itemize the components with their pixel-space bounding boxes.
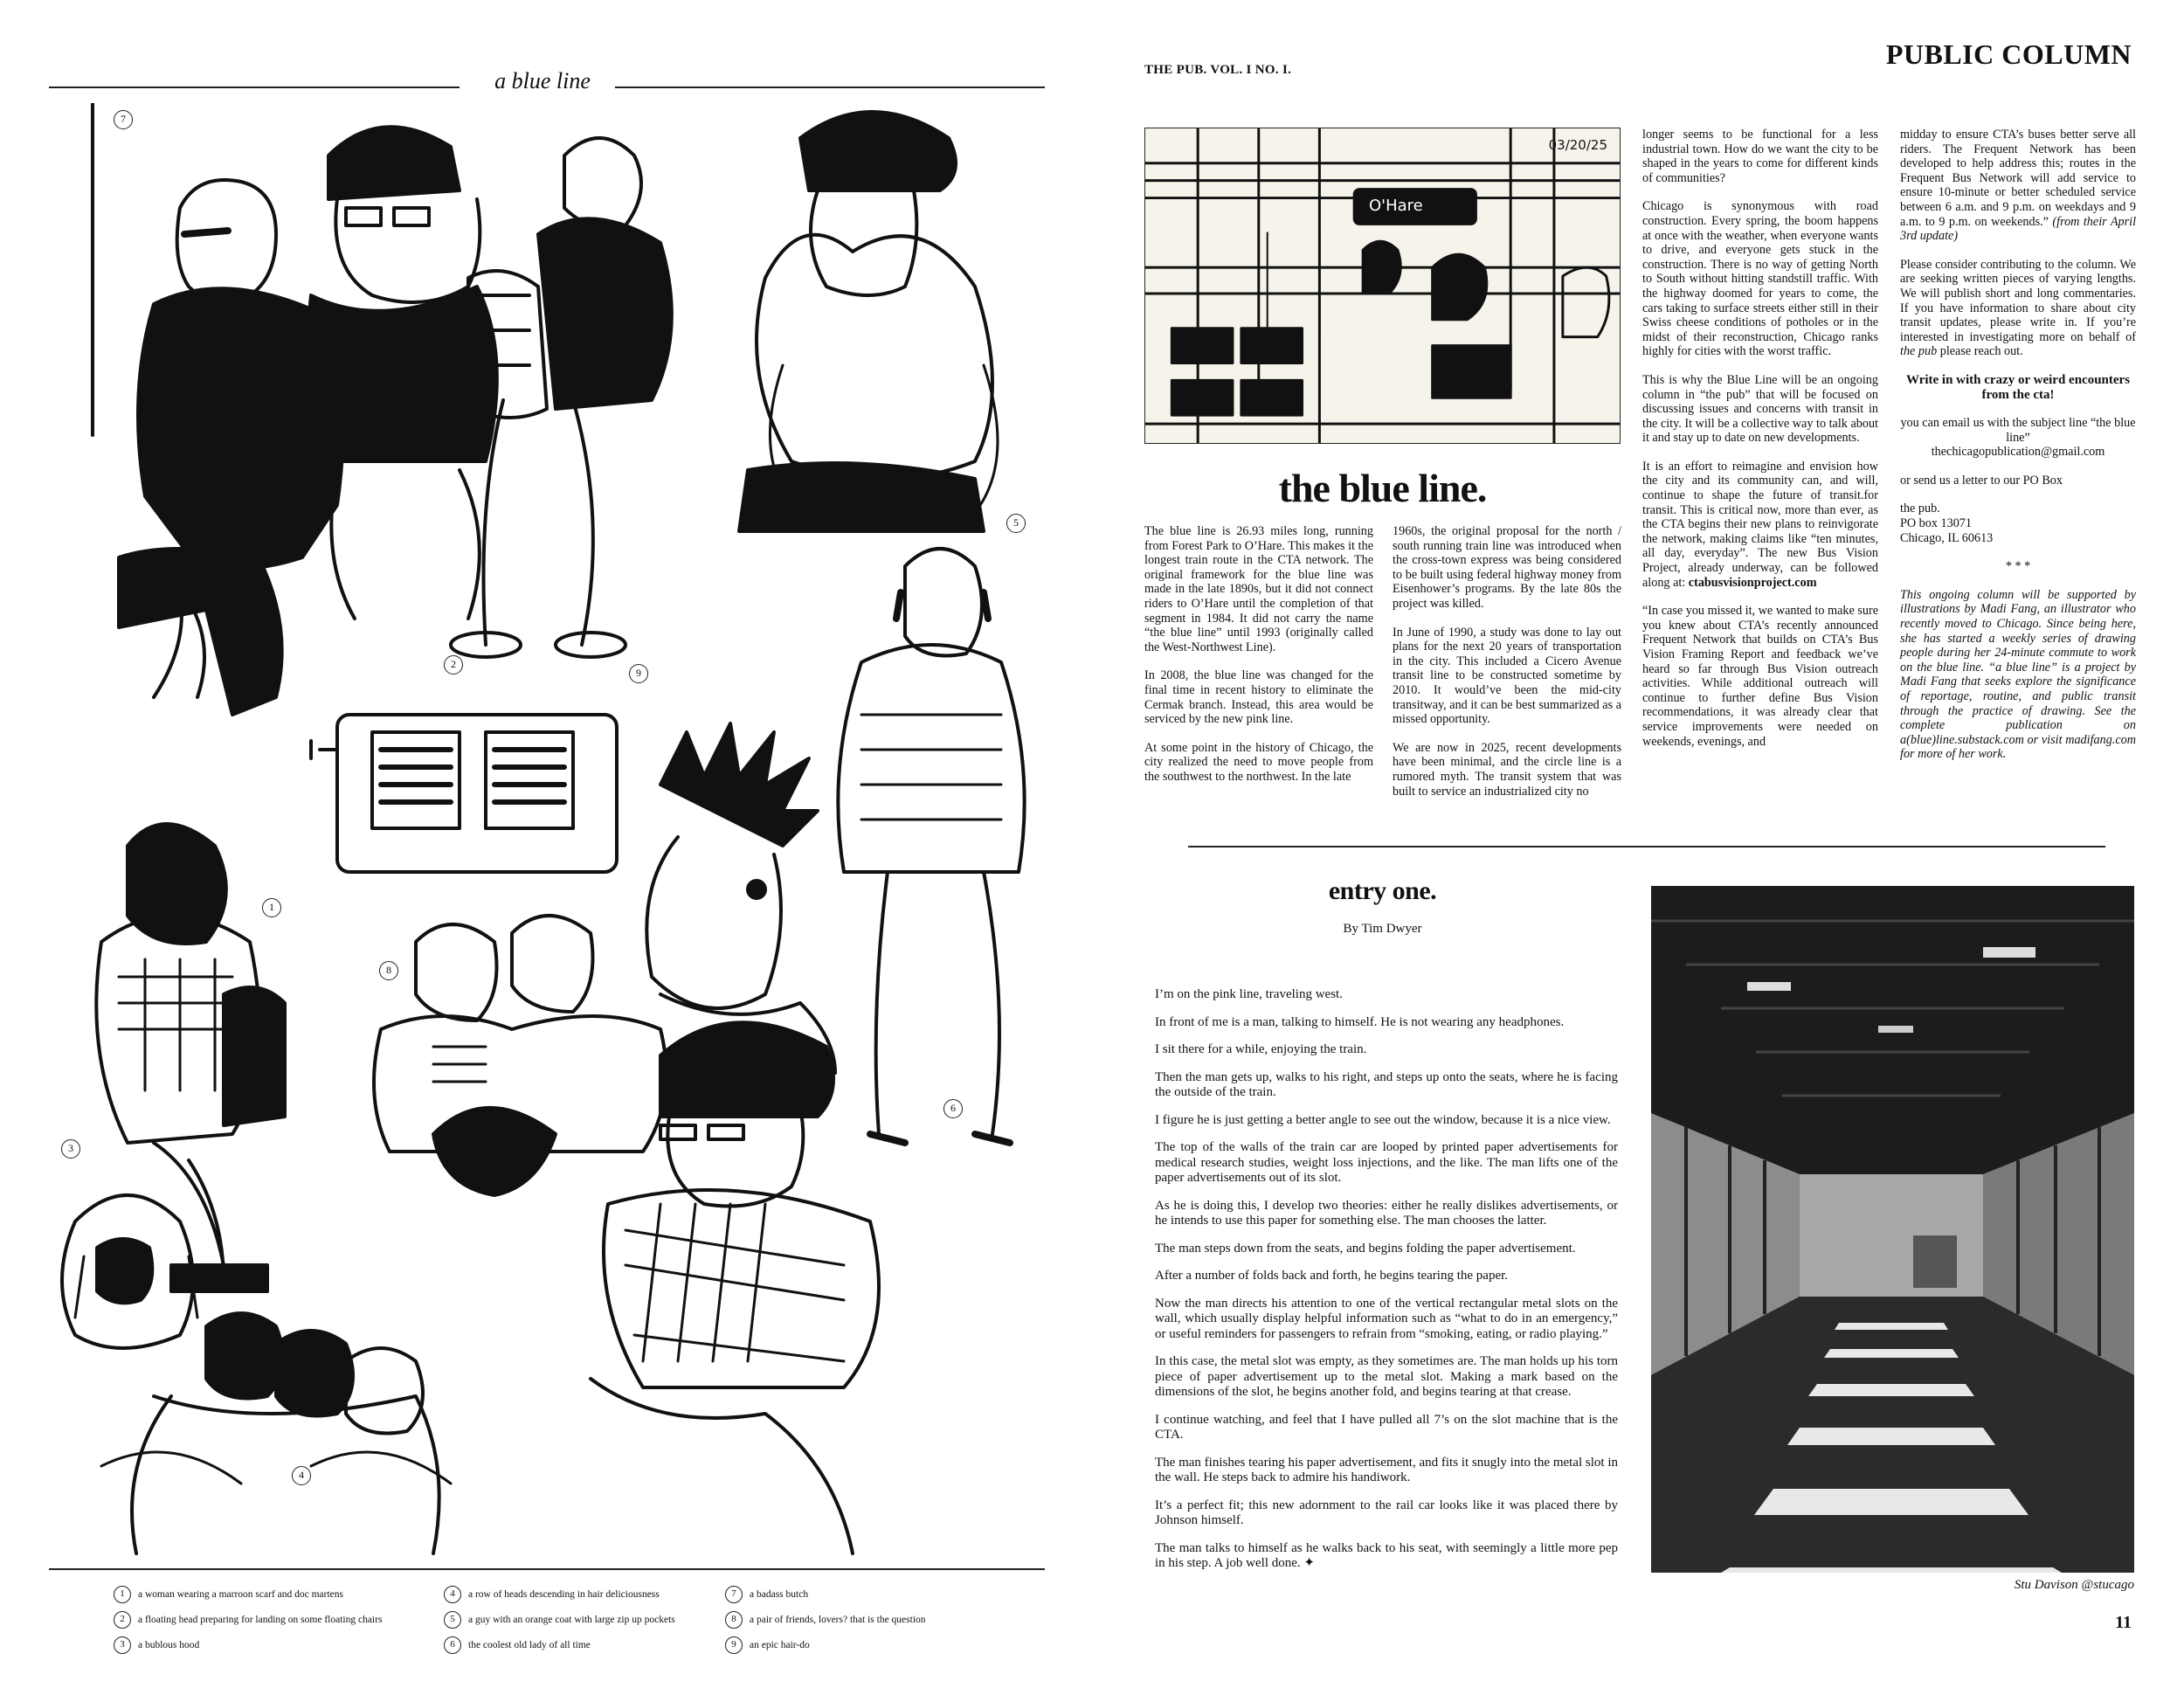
right-page bbox=[1092, 0, 2184, 1688]
left-page-title: a blue line bbox=[494, 68, 591, 93]
publication-header: THE PUB. VOL. I NO. I. bbox=[1144, 63, 1292, 77]
sketch-sign-text: O'Hare bbox=[1369, 197, 1423, 215]
sketch-figure-8 bbox=[374, 916, 667, 1195]
sketch-date: 03/20/25 bbox=[1548, 137, 1607, 153]
article-text: Please consider contributing to the column. We are seeking written pieces of varying lengths. We will publish short and long commentaries. If you have information to share about city transit updates, please write in. If you’re interested in investigating more on behalf of bbox=[1900, 257, 2136, 344]
caption-item bbox=[444, 1608, 767, 1631]
sketch-figure-1 bbox=[96, 824, 285, 1291]
header-rule-left bbox=[49, 86, 460, 88]
article-paragraph bbox=[1900, 258, 2136, 359]
section-divider bbox=[1188, 846, 2105, 847]
article-paragraph: We are now in 2025, recent developments have been minimal, and the circle line is a rumored myth. The transit system that was built to service an industrialized city no bbox=[1393, 740, 1621, 799]
letter-line: or send us a letter to our PO Box bbox=[1900, 473, 2063, 488]
sketch-figure-9 bbox=[646, 723, 835, 1073]
story-paragraph: I sit there for a while, enjoying the train. bbox=[1155, 1042, 1367, 1056]
caption-text: a badass butch bbox=[750, 1588, 809, 1600]
caption-text: a row of heads descending in hair deliciousness bbox=[468, 1588, 660, 1600]
article-note: (from their April 3rd update) bbox=[1900, 214, 2137, 244]
article-paragraph: This is why the Blue Line will be an ongoing column in “the pub” that will be focused on discussing issues and concerns with transit in the city. It will be a collective way to talk about it and stay up to date on new developments. bbox=[1642, 372, 1878, 446]
caption-column-2 bbox=[444, 1582, 767, 1658]
section-break: * * * bbox=[2005, 559, 2031, 574]
article-paragraph bbox=[1642, 460, 1878, 590]
marker-7: 7 bbox=[114, 110, 133, 129]
sketch-figure-5 bbox=[838, 549, 1024, 1143]
story-paragraph: I continue watching, and feel that I have pulled all 7’s on the slot machine that is the CTA. bbox=[1155, 1412, 1618, 1442]
story-paragraph: Then the man gets up, walks to his right, and steps up onto the seats, where he is facing the outside of the train. bbox=[1155, 1069, 1618, 1099]
address-line: the pub. bbox=[1900, 502, 1940, 516]
story-paragraph: In front of me is a man, talking to himself. He is not wearing any headphones. bbox=[1155, 1014, 1565, 1029]
article-paragraph: The blue line is 26.93 miles long, running from Forest Park to O’Hare. This makes it the longest train route in the CTA network. The original framework for the blue line was made in the late 1890s, but it did not connect riders to O’Hare until the completion of that segment in 1984. It did not carry the name “the blue line” until 1993 (originally called the West-Northwest Line). bbox=[1144, 524, 1373, 654]
story-paragraph: The man steps down from the seats, and begins folding the paper advertisement. bbox=[1155, 1241, 1576, 1256]
article-paragraph: 1960s, the original proposal for the north / south running train line was introduced when the cross-town express was being considered to be built using federal highway money from Eisenhower’s programs. By the late 80s the project was killed. bbox=[1393, 524, 1621, 611]
address-line: PO box 13071 bbox=[1900, 516, 1972, 531]
caption-text: an epic hair-do bbox=[750, 1639, 810, 1650]
caption-item bbox=[444, 1633, 767, 1657]
story-paragraph: I figure he is just getting a better angle to see out the window, because it is a nice view. bbox=[1155, 1112, 1611, 1127]
bus-vision-link[interactable]: ctabusvisionproject.com bbox=[1688, 575, 1817, 590]
caption-column-3 bbox=[725, 1582, 1048, 1658]
caption-item bbox=[725, 1582, 1048, 1606]
caption-number: 6 bbox=[444, 1636, 461, 1654]
caption-text: the coolest old lady of all time bbox=[468, 1639, 591, 1650]
caption-text: a guy with an orange coat with large zip up pockets bbox=[468, 1614, 675, 1625]
caption-number: 9 bbox=[725, 1636, 743, 1654]
page-number: 11 bbox=[2115, 1613, 2132, 1632]
section-header: PUBLIC COLUMN bbox=[1885, 38, 2132, 70]
entry-story bbox=[1155, 987, 1618, 1584]
caption-text: a floating head preparing for landing on some floating chairs bbox=[138, 1614, 383, 1625]
marker-1: 1 bbox=[262, 898, 281, 917]
email-address[interactable]: thechicagopublication@gmail.com bbox=[1931, 445, 2105, 460]
story-paragraph: I’m on the pink line, traveling west. bbox=[1155, 987, 1343, 1001]
story-paragraph: The top of the walls of the train car are looped by printed paper advertisements for medical research studies, weight loss injections, and the like. The man lifts one of the paper advertisements out of its slot. bbox=[1155, 1140, 1618, 1185]
story-paragraph: It’s a perfect fit; this new adornment to the rail car looks like it was placed there by Johnson himself. bbox=[1155, 1498, 1618, 1527]
article-paragraph: In June of 1990, a study was done to lay out plans for the next 20 years of transportation in the city. This included a Cicero Avenue transit line to be constructed sometime by 2010. It would’ve been the mid-city transitway, and it can be best summarized as a missed opportunity. bbox=[1393, 625, 1621, 727]
caption-number: 8 bbox=[725, 1611, 743, 1629]
story-paragraph: In this case, the metal slot was empty, as they sometimes are. The man holds up his torn piece of paper advertisement up to the metal slot. Making a mark based on the dimensions of the slot, he begins another fold, and begins tearing at that crease. bbox=[1155, 1354, 1618, 1399]
article-title: the blue line. bbox=[1278, 466, 1487, 510]
caption-text: a pair of friends, lovers? that is the question bbox=[750, 1614, 926, 1625]
marker-4: 4 bbox=[292, 1466, 311, 1485]
photo-credit: Stu Davison @stucago bbox=[2014, 1578, 2134, 1592]
marker-6: 6 bbox=[943, 1099, 963, 1118]
sketch-bench bbox=[311, 715, 617, 872]
sketch-illustrations bbox=[49, 103, 1045, 1562]
email-block bbox=[1900, 416, 2136, 460]
article-column-2 bbox=[1393, 524, 1621, 813]
marker-5: 5 bbox=[1006, 514, 1026, 533]
caption-number: 7 bbox=[725, 1586, 743, 1603]
caption-text: a bublous hood bbox=[138, 1639, 200, 1650]
train-interior-sketch bbox=[1144, 128, 1621, 444]
story-paragraph: After a number of folds back and forth, he begins tearing the paper. bbox=[1155, 1269, 1509, 1283]
article-paragraph: At some point in the history of Chicago, the city realized the need to move people from the southwest to the northwest. In the late bbox=[1144, 740, 1373, 784]
article-paragraph: “In case you missed it, we wanted to make sure you knew about CTA’s recently announced Frequent Network that builds on CTA’s Bus Vision Framing Report and feedback we’ve heard so far through Bus Vision outreach activities. While additional outreach will continue to further define Bus Vision recommendations, it was already clear that service improvements were needed on weekends, evenings, and bbox=[1642, 604, 1878, 749]
caption-text: a woman wearing a marroon scarf and doc martens bbox=[138, 1588, 344, 1600]
caption-number: 2 bbox=[114, 1611, 131, 1629]
entry-title: entry one. bbox=[1328, 876, 1437, 905]
article-paragraph: Chicago is synonymous with road construction. Every spring, the boom happens at once with the weather, when everyone wants to drive, and everyone gets stuck in the construction. There is no way of getting North to South without hitting standstill traffic. With the highway doomed for years to come, the cars taking to surface streets either still in their Swiss cheese conditions of potholes or in the midst of their reconstruction, Chicago ranks highly for cities with the worst traffic. bbox=[1642, 199, 1878, 359]
email-intro: you can email us with the subject line “the blue line” bbox=[1900, 416, 2136, 445]
caption-number: 1 bbox=[114, 1586, 131, 1603]
caption-legend bbox=[49, 1568, 1045, 1673]
entry-byline: By Tim Dwyer bbox=[1343, 922, 1422, 936]
caption-item bbox=[444, 1582, 767, 1606]
article-text: It is an effort to reimagine and envision how the city and its community can, and will, continue to shape the future of transit.for transit. This is critical now, more than ever, as the CTA begins their new plans to reinvigorate the network, making claims like “ten minutes, all day, everyday”. The new Bus Vision Project, already underway, can be followed along at: bbox=[1642, 459, 1878, 590]
article-paragraph: longer seems to be functional for a less industrial town. How do we want the city to be shaped in the years to come for different kinds of communities? bbox=[1642, 128, 1878, 185]
sketch-figure-6 bbox=[591, 1022, 879, 1553]
header-rule-right bbox=[615, 86, 1045, 88]
caption-item bbox=[725, 1608, 1048, 1631]
illustrator-credit: This ongoing column will be supported by illustrations by Madi Fang, an illustrator who recently moved to Chicago. Since being here, she has started a weekly series of drawing people during her 24-minute commute to work on the blue line. “a blue line” is a project by Madi Fang that seeks explore the significance of reportage, routine, and public transit through the practice of drawing. See the complete publication on a(blue)line.substack.com or visit madifang.com for more of her work. bbox=[1900, 587, 2136, 762]
address-line: Chicago, IL 60613 bbox=[1900, 530, 1994, 545]
article-text: midday to ensure CTA’s buses better serve all riders. The Frequent Network has been developed to help address this; routes in the Frequent Bus Network will add service to ensure 10-minute or better scheduled service between 6 a.m. and 9 p.m. on weekdays and 9 a.m. to 9 p.m. on weekends.” bbox=[1900, 128, 2136, 229]
caption-number: 5 bbox=[444, 1611, 461, 1629]
article-column-3 bbox=[1642, 128, 1878, 763]
caption-item bbox=[114, 1608, 437, 1631]
story-paragraph: The man talks to himself as he walks back to his seat, with seemingly a little more pep in his step. A job well done. ✦ bbox=[1155, 1540, 1618, 1570]
sketch-figure-long-hair bbox=[739, 112, 998, 531]
caption-item bbox=[114, 1633, 437, 1657]
story-paragraph: Now the man directs his attention to one of the vertical rectangular metal slots on the wall, which usually display helpful information such as “what to do in an emergency,” or useful reminders for passengers to refrain from “smoking, eating, or radio playing.” bbox=[1155, 1296, 1618, 1341]
article-paragraph: In 2008, the blue line was changed for the final time in recent history to eliminate the Cermak branch. Instead, this area would be serviced by the new pink line. bbox=[1144, 668, 1373, 727]
caption-number: 3 bbox=[114, 1636, 131, 1654]
marker-3: 3 bbox=[61, 1139, 80, 1159]
story-paragraph: The man finishes tearing his paper advertisement, and fits it snugly into the metal slot in the wall. He steps back to admire his handiwork. bbox=[1155, 1455, 1618, 1484]
mailing-address bbox=[1900, 502, 2136, 545]
article-text: please reach out. bbox=[1939, 344, 2023, 359]
caption-item bbox=[114, 1582, 437, 1606]
caption-item bbox=[725, 1633, 1048, 1657]
sketch-figure-4 bbox=[101, 1313, 451, 1553]
sketch-figure-7 bbox=[93, 103, 343, 715]
article-column-1 bbox=[1144, 524, 1373, 799]
caption-column-1 bbox=[114, 1582, 437, 1658]
article-column-4 bbox=[1900, 128, 2136, 776]
marker-9: 9 bbox=[629, 664, 648, 683]
marker-2: 2 bbox=[444, 655, 463, 675]
story-paragraph: As he is doing this, I develop two theories: either he really dislikes advertisements, or he intends to use this paper for something else. The man chooses the latter. bbox=[1155, 1198, 1618, 1228]
call-to-action-heading: Write in with crazy or weird encounters from the cta! bbox=[1905, 372, 2131, 402]
publication-name: the pub bbox=[1900, 344, 1938, 359]
article-paragraph bbox=[1900, 128, 2136, 244]
marker-8: 8 bbox=[379, 961, 398, 980]
left-header bbox=[49, 68, 1045, 94]
caption-number: 4 bbox=[444, 1586, 461, 1603]
station-photo bbox=[1651, 886, 2134, 1573]
